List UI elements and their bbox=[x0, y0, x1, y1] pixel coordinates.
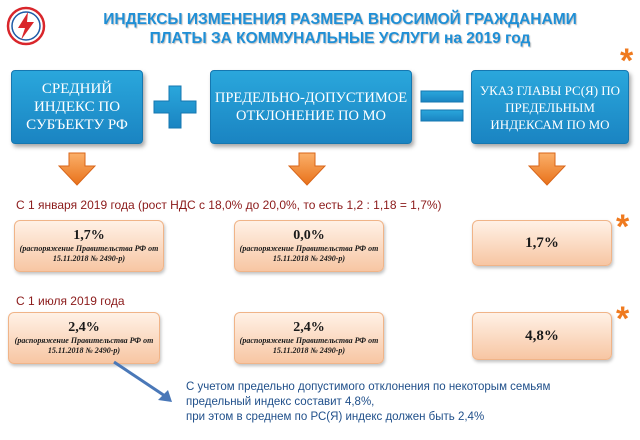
arrow-down-icon bbox=[58, 152, 96, 186]
max-deviation-label: ПРЕДЕЛЬНО-ДОПУСТИМОЕ ОТКЛОНЕНИЕ ПО МО bbox=[214, 90, 408, 124]
bottom-note-line2: предельный индекс составит 4,8%, bbox=[186, 396, 375, 408]
asterisk-mark-top: * bbox=[620, 42, 634, 80]
jan-average-index-value-box bbox=[14, 220, 164, 272]
arrow-down-icon bbox=[528, 152, 566, 186]
jan-average-index-note: (распоряжение Правительства РФ от 15.11.2018 № 2490-р) bbox=[19, 244, 159, 263]
equals-icon bbox=[419, 86, 465, 126]
diagonal-arrow-icon bbox=[110, 358, 180, 408]
plus-icon bbox=[150, 82, 200, 132]
jul-average-index-value: 2,4% bbox=[68, 320, 100, 335]
jul-max-deviation-note: (распоряжение Правительства РФ от 15.11.2018 № 2490-р) bbox=[239, 336, 379, 355]
jul-max-deviation-value-box bbox=[234, 312, 384, 364]
jan-max-deviation-value-box bbox=[234, 220, 384, 272]
jan-decree-value: 1,7% bbox=[525, 235, 559, 251]
jul-average-index-note: (распоряжение Правительства РФ от 15.11.2018 № 2490-р) bbox=[14, 336, 154, 355]
jul-max-deviation-value: 2,4% bbox=[293, 320, 325, 335]
jan-max-deviation-note: (распоряжение Правительства РФ от 15.11.2018 № 2490-р) bbox=[239, 244, 379, 263]
bottom-note-line1: С учетом предельно допустимого отклонения по некоторым семьям bbox=[186, 381, 551, 393]
bottom-note bbox=[186, 380, 606, 425]
bottom-note-line3: при этом в среднем по РС(Я) индекс должен быть 2,4% bbox=[186, 411, 485, 423]
decree-label: УКАЗ ГЛАВЫ РС(Я) ПО ПРЕДЕЛЬНЫМ ИНДЕКСАМ ПО МО bbox=[479, 82, 621, 132]
jul-decree-value-box bbox=[472, 312, 612, 360]
page-title-line1: ИНДЕКСЫ ИЗМЕНЕНИЯ РАЗМЕРА ВНОСИМОЙ ГРАЖДАНАМИ bbox=[103, 11, 577, 28]
section-july-label: С 1 июля 2019 года bbox=[16, 294, 125, 308]
jul-average-index-value-box bbox=[8, 312, 160, 364]
jul-decree-value: 4,8% bbox=[525, 328, 559, 344]
logo-icon bbox=[6, 6, 46, 46]
page-title bbox=[80, 10, 600, 48]
average-index-box bbox=[11, 70, 143, 144]
asterisk-mark-jan: * bbox=[616, 208, 630, 246]
section-january-label: С 1 января 2019 года (рост НДС с 18,0% до 20,0%, то есть 1,2 : 1,18 = 1,7%) bbox=[16, 198, 442, 212]
asterisk-mark-jul: * bbox=[616, 300, 630, 338]
average-index-label: СРЕДНИЙ ИНДЕКС ПО СУБЪЕКТУ РФ bbox=[26, 81, 128, 133]
decree-box bbox=[471, 70, 629, 144]
jan-max-deviation-value: 0,0% bbox=[293, 228, 325, 243]
max-deviation-box bbox=[210, 70, 412, 144]
jan-decree-value-box bbox=[472, 220, 612, 266]
page-title-line2: ПЛАТЫ ЗА КОММУНАЛЬНЫЕ УСЛУГИ на 2019 год bbox=[149, 30, 531, 47]
jan-average-index-value: 1,7% bbox=[73, 228, 105, 243]
arrow-down-icon bbox=[288, 152, 326, 186]
